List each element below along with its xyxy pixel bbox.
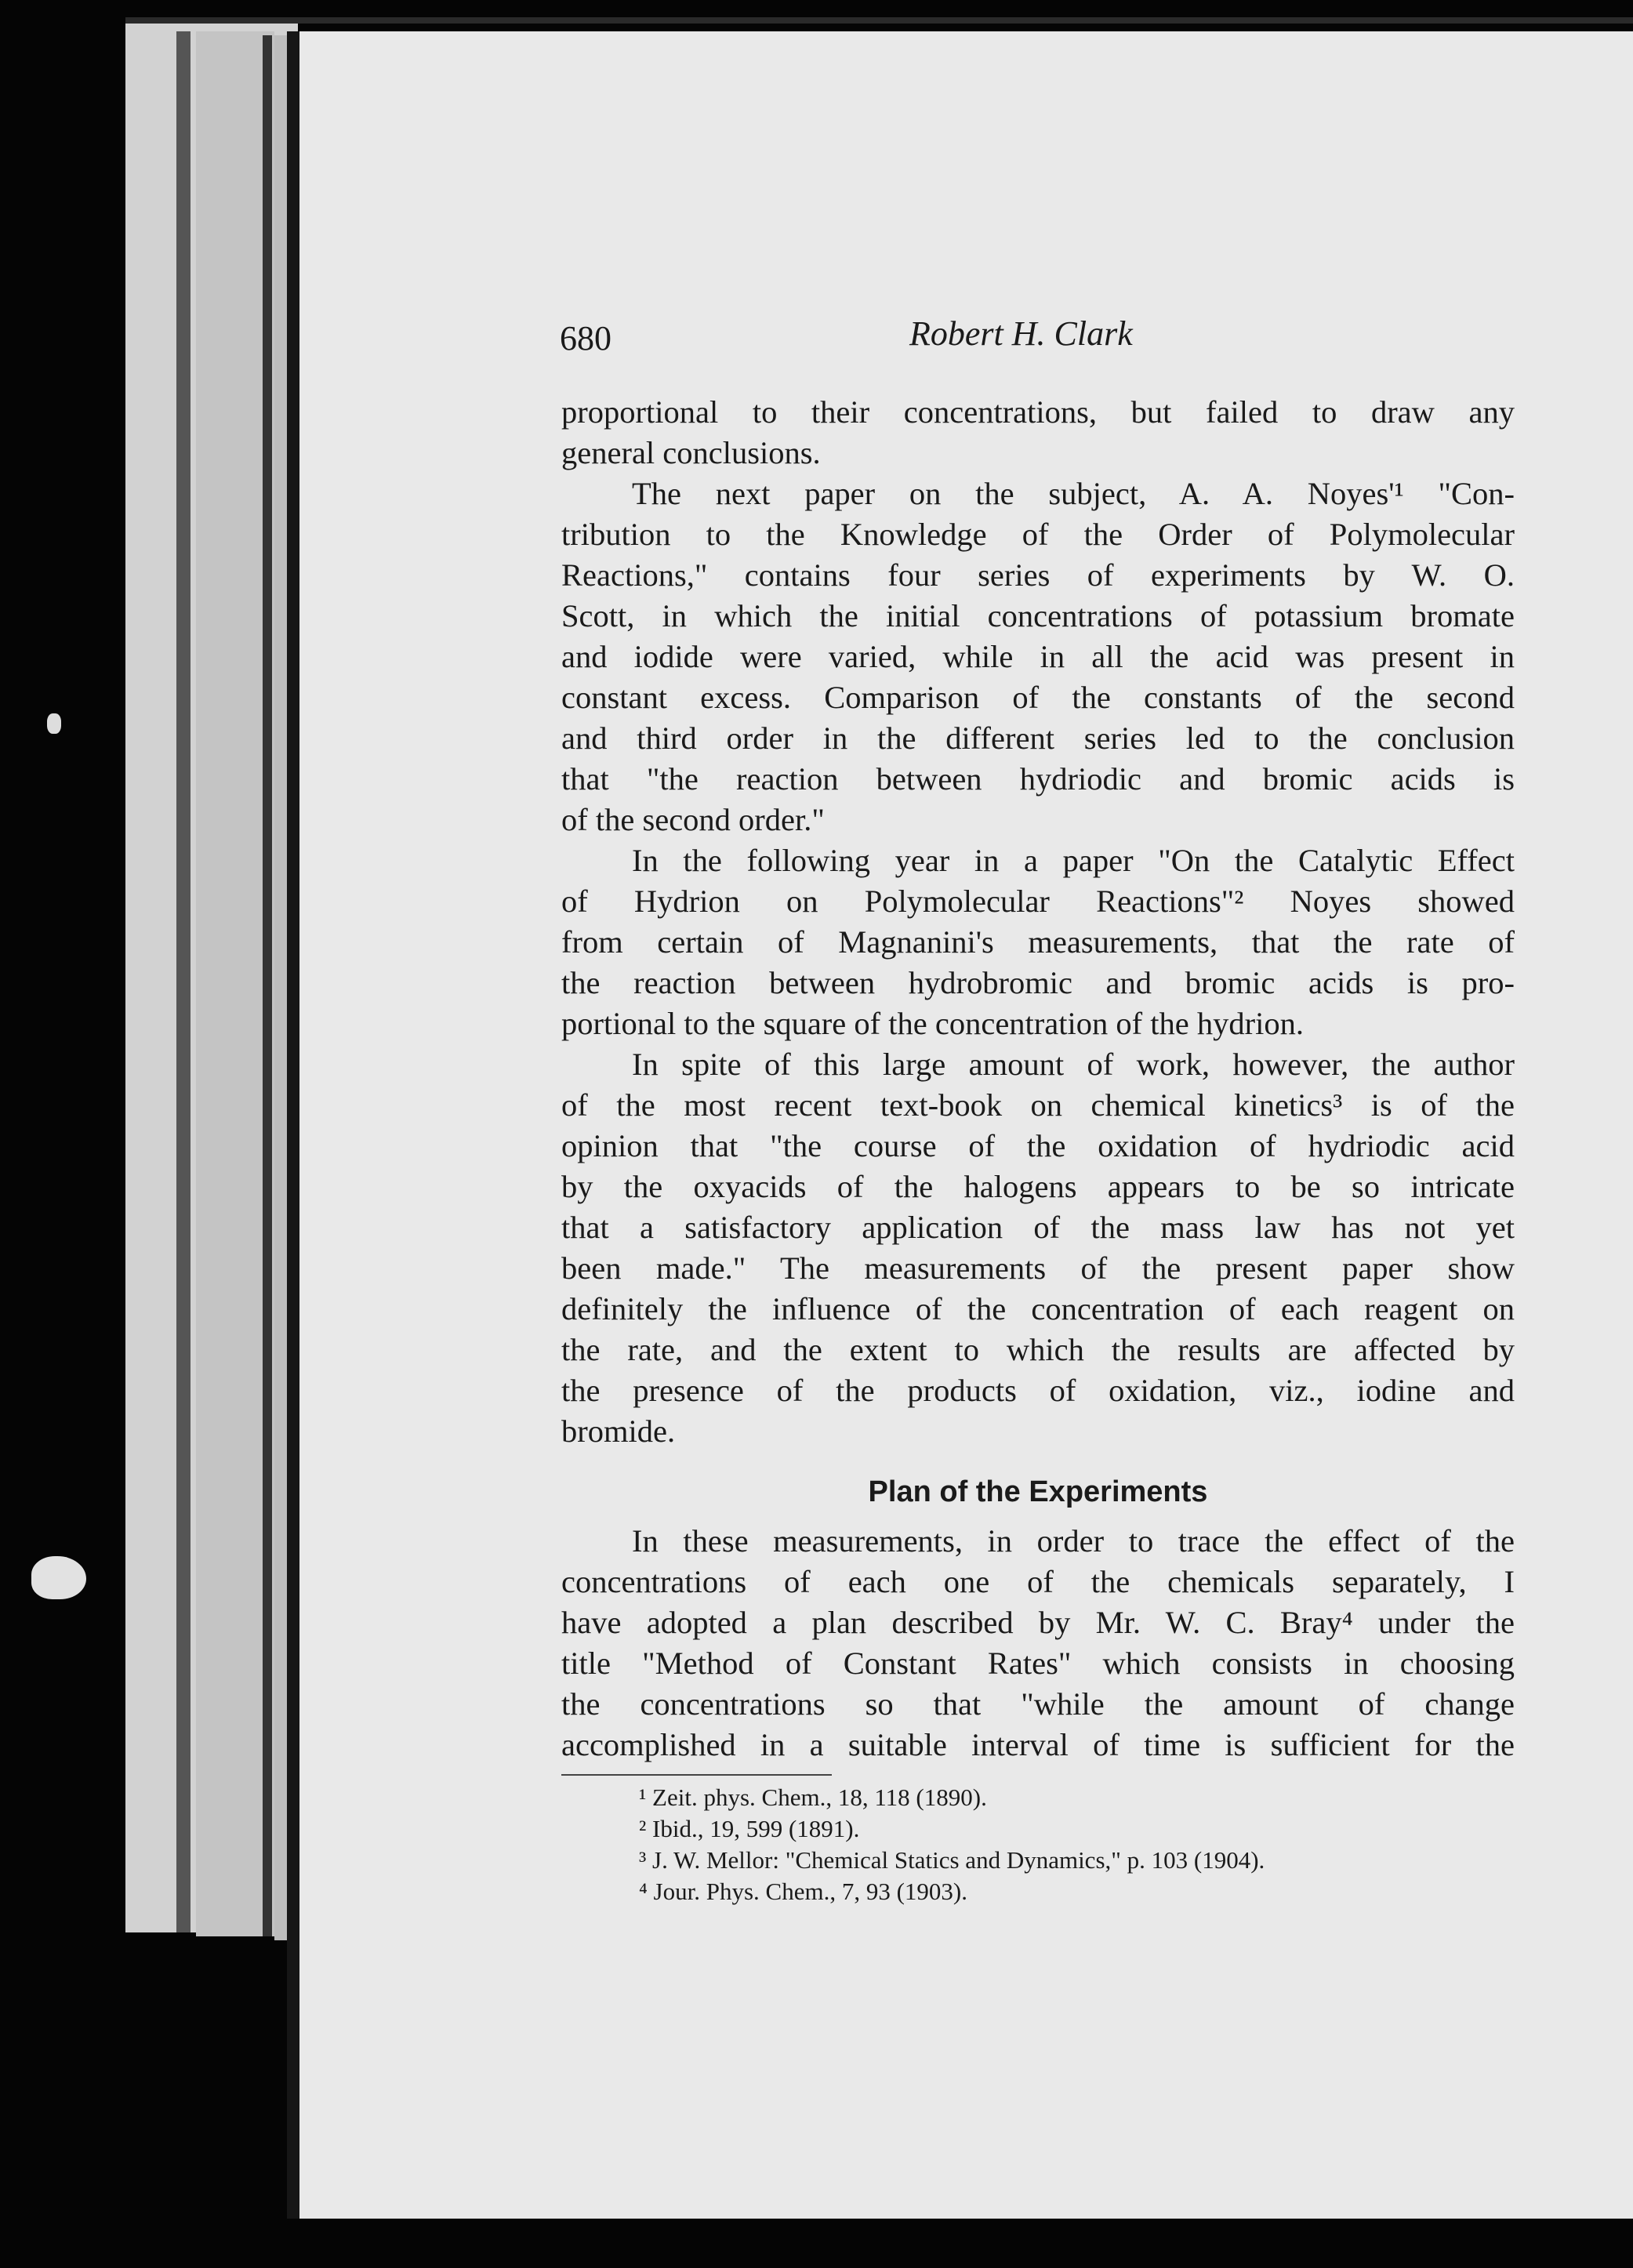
body-line: In spite of this large amount of work, however, the author (632, 1047, 1515, 1082)
body-line: The next paper on the subject, A. A. Noyes'¹ "Con- (632, 476, 1515, 511)
body-line: definitely the influence of the concentration of each reagent on (561, 1291, 1515, 1326)
body-line: the reaction between hydrobromic and bromic acids is pro- (561, 965, 1515, 1000)
body-line: of Hydrion on Polymolecular Reactions"² Noyes showed (561, 884, 1515, 919)
body-line: portional to the square of the concentration of the hydrion. (561, 1006, 1304, 1041)
body-line: the rate, and the extent to which the results are affected by (561, 1332, 1515, 1367)
running-head: Robert H. Clark (909, 314, 1133, 353)
page-edge-shadow (176, 31, 191, 1932)
body-line: Reactions," contains four series of experiments by W. O. (561, 557, 1515, 593)
body-line: by the oxyacids of the halogens appears to be so intricate (561, 1169, 1515, 1204)
body-line: the presence of the products of oxidation, viz., iodine and (561, 1373, 1515, 1408)
section-heading: Plan of the Experiments (868, 1475, 1208, 1508)
body-line: concentrations of each one of the chemicals separately, I (561, 1564, 1515, 1599)
body-line: tribution to the Knowledge of the Order of Polymolecular (561, 517, 1515, 552)
body-line: and third order in the different series led to the conclusion (561, 720, 1515, 756)
body-line: and iodide were varied, while in all the acid was present in (561, 639, 1515, 674)
body-line: general conclusions. (561, 435, 821, 470)
page-number: 680 (560, 319, 611, 357)
body-line: of the second order." (561, 802, 825, 837)
body-line: In the following year in a paper "On the Catalytic Effect (632, 843, 1515, 878)
page-edge-shadow (263, 35, 272, 1936)
body-line: bromide. (561, 1413, 676, 1449)
footnote: ¹ Zeit. phys. Chem., 18, 118 (1890). (639, 1784, 987, 1811)
body-line: In these measurements, in order to trace the effect of the (632, 1523, 1515, 1559)
body-line: have adopted a plan described by Mr. W. C. Bray⁴ under the (561, 1605, 1515, 1640)
body-line: proportional to their concentrations, but failed to draw any (561, 394, 1515, 430)
body-line: title "Method of Constant Rates" which consists in choosing (561, 1646, 1515, 1681)
body-line: been made." The measurements of the present paper show (561, 1250, 1515, 1286)
body-line: from certain of Magnanini's measurements, that the rate of (561, 924, 1515, 960)
body-line: of the most recent text-book on chemical kinetics³ is of the (561, 1087, 1515, 1123)
footnote: ³ J. W. Mellor: "Chemical Statics and Dynamics," p. 103 (1904). (639, 1846, 1265, 1874)
scan-artifact (31, 1556, 86, 1599)
body-line: that a satisfactory application of the mass law has not yet (561, 1210, 1515, 1245)
body-line: constant excess. Comparison of the constants of the second (561, 680, 1515, 715)
body-line: accomplished in a suitable interval of time is sufficient for the (561, 1727, 1515, 1762)
body-line: opinion that "the course of the oxidation of hydriodic acid (561, 1128, 1515, 1163)
footnote: ⁴ Jour. Phys. Chem., 7, 93 (1903). (639, 1878, 967, 1905)
book-spine (287, 31, 299, 2219)
body-line: that "the reaction between hydriodic and bromic acids is (561, 761, 1515, 797)
body-line: Scott, in which the initial concentrations of potassium bromate (561, 598, 1515, 633)
footnote-rule (561, 1774, 832, 1776)
scan-artifact (47, 713, 61, 734)
footnote: ² Ibid., 19, 599 (1891). (639, 1815, 860, 1842)
body-line: the concentrations so that "while the amount of change (561, 1686, 1515, 1722)
page-top-border (125, 17, 1633, 24)
